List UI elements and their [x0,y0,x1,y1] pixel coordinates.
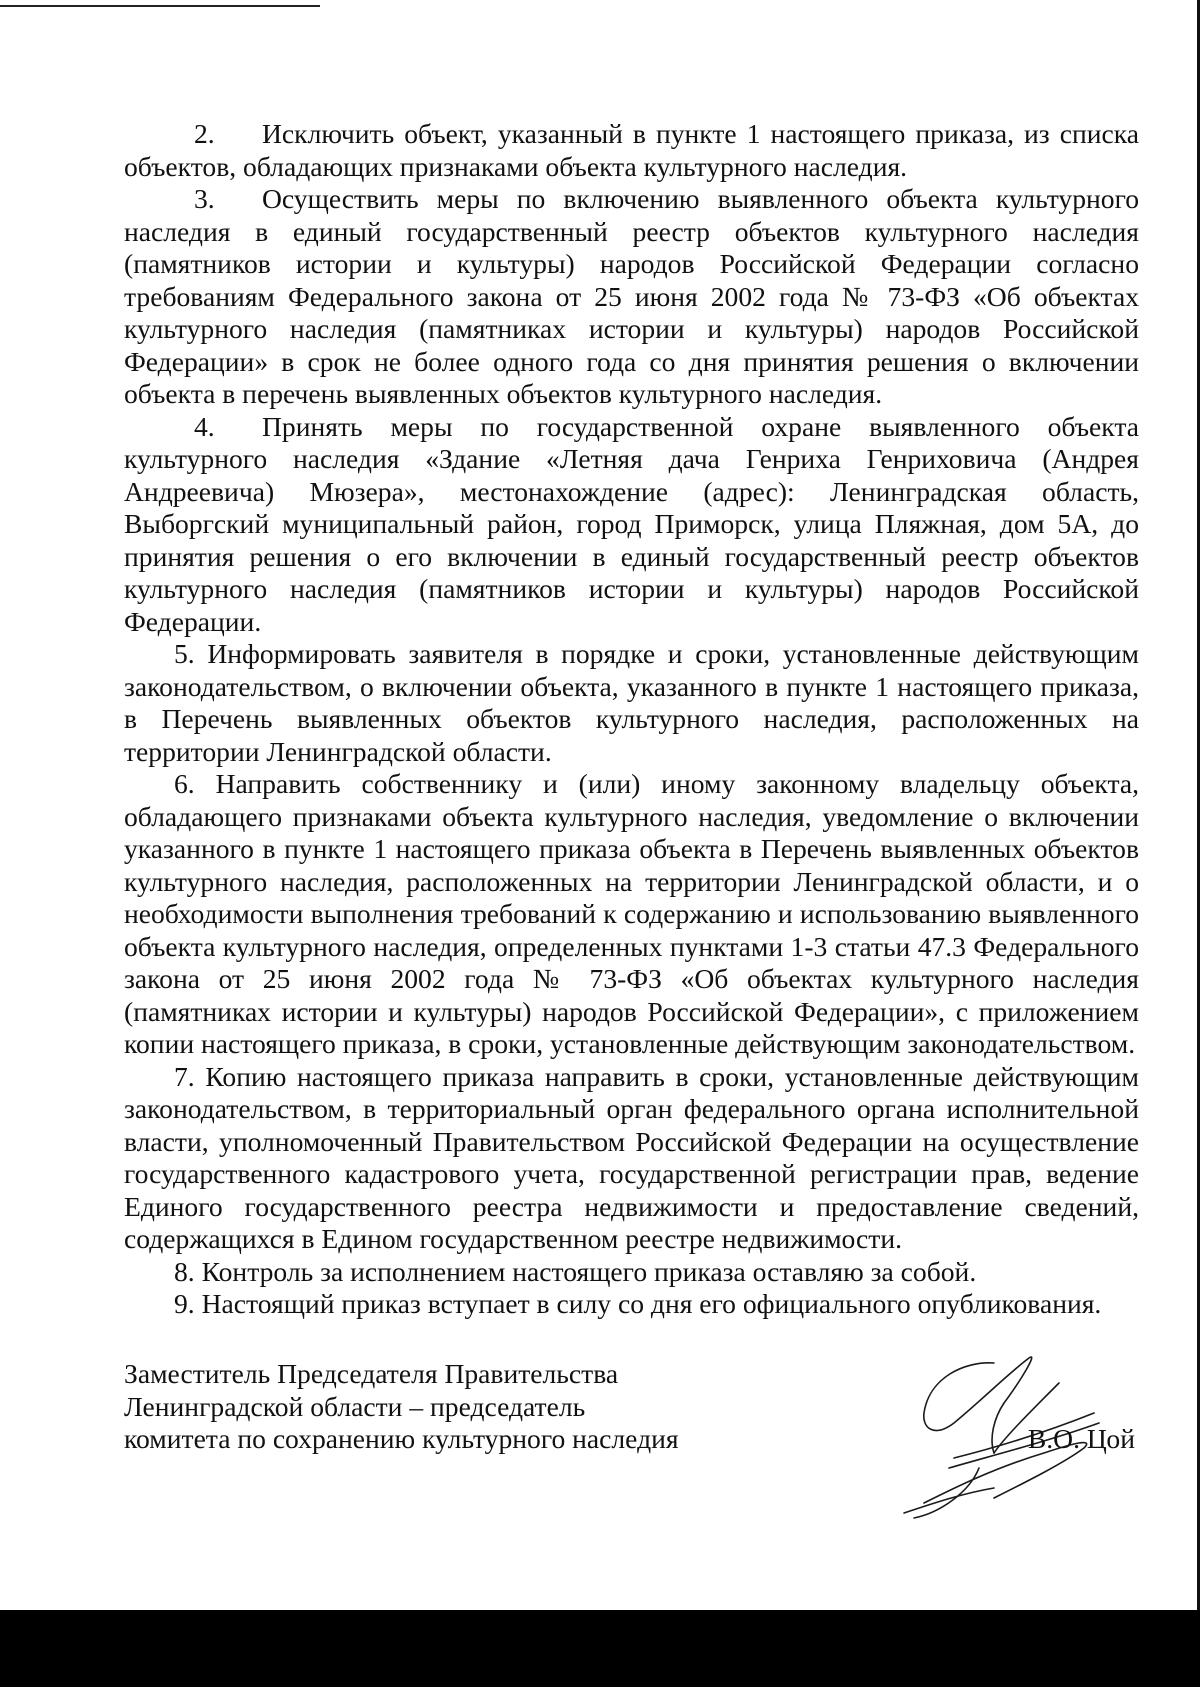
item-number: 3. [194,183,215,214]
item-text: Принять меры по государственной охране выявленного объекта культурного наследия «Здание «Летняя дача Генриха Генриховича (Андрея Андреевича) Мюзера», местонахождение (адрес): Ленинградская область, Выборгский муниципальный район, город Приморск, улица Пляжная, дом 5А, до принятия решения о его включении в единый государственный реестр объектов культурного наследия (памятников истории и культуры) народов Российской Федерации. [124,410,1139,637]
item-text: Копию настоящего приказа направить в сроки, установленные действующим законодательством, в территориальный орган федерального органа исполнительной власти, уполномоченный Правительством Российской Федерации на осуществление государственного кадастрового учета, государственной регистрации прав, ведение Единого государственного реестра недвижимости и предоставление сведений, содержащихся в Едином государственном реестре недвижимости. [124,1060,1139,1254]
item-number: 8. [174,1255,195,1287]
paragraph-item-8 [124,1256,1139,1289]
signer-title-line-3: комитета по сохранению культурного наследия [124,1423,679,1454]
item-text: Контроль за исполнением настоящего приказа оставляю за собой. [201,1255,977,1287]
item-number: 4. [194,410,215,442]
item-text: Настоящий приказ вступает в силу со дня его официального опубликования. [201,1288,1102,1319]
paragraph-item-7 [124,1061,1139,1256]
item-number: 9. [174,1288,195,1319]
paragraph-item-5 [124,638,1139,768]
item-text: Информировать заявителя в порядке и сроки, установленные действующим законодательством, о включении объекта, указанного в пункте 1 настоящего приказа, в Перечень выявленных объектов культурного наследия, расположенных на территории Ленинградской области. [124,638,1139,767]
signer-name: В.О. Цой [1027,1423,1135,1454]
item-text: Осуществить меры по включению выявленного объекта культурного наследия в единый государственный реестр объектов культурного наследия (памятников истории и культуры) народов Российской Федерации согласно требованиям Федерального закона от 25 июня 2002 года № 73-ФЗ «Об объектах культурного наследия (памятниках истории и культуры) народов Российской Федерации» в срок не более одного года со дня принятия решения о включении объекта в перечень выявленных объектов культурного наследия. [124,183,1139,409]
scan-artifact-top-line [0,5,320,7]
item-text: Направить собственнику и (или) иному законному владельцу объекта, обладающего признаками объекта культурного наследия, уведомление о включении указанного в пункте 1 настоящего приказа объекта в Перечень выявленных объектов культурного наследия, расположенных на территории Ленинградской области, и о необходимости выполнения требований к содержанию и использованию выявленного объекта культурного наследия, определенных пунктами 1-3 статьи 47.3 Федерального закона от 25 июня 2002 года № 73-ФЗ «Об объектах культурного наследия (памятниках истории и культуры) народов Российской Федерации», с приложением копии настоящего приказа, в сроки, установленные действующим законодательством. [124,768,1139,1059]
item-number: 5. [174,638,195,669]
item-number: 6. [174,768,195,799]
paragraph-item-3 [124,183,1139,411]
item-number: 2. [194,118,215,149]
document-body [124,118,1139,1321]
paragraph-item-4 [124,411,1139,639]
signer-title-line-2: Ленинградской области – председатель [124,1390,586,1422]
paragraph-item-6 [124,768,1139,1061]
signature-block [124,1358,1139,1508]
paragraph-item-9 [124,1288,1139,1321]
paragraph-item-2 [124,118,1139,183]
scan-artifact-bottom-bar [0,1610,1200,1687]
signer-title-line-1: Заместитель Председателя Правительства [124,1358,619,1389]
item-text: Исключить объект, указанный в пункте 1 настоящего приказа, из списка объектов, обладающих признаками объекта культурного наследия. [124,118,1139,182]
item-number: 7. [174,1060,195,1092]
